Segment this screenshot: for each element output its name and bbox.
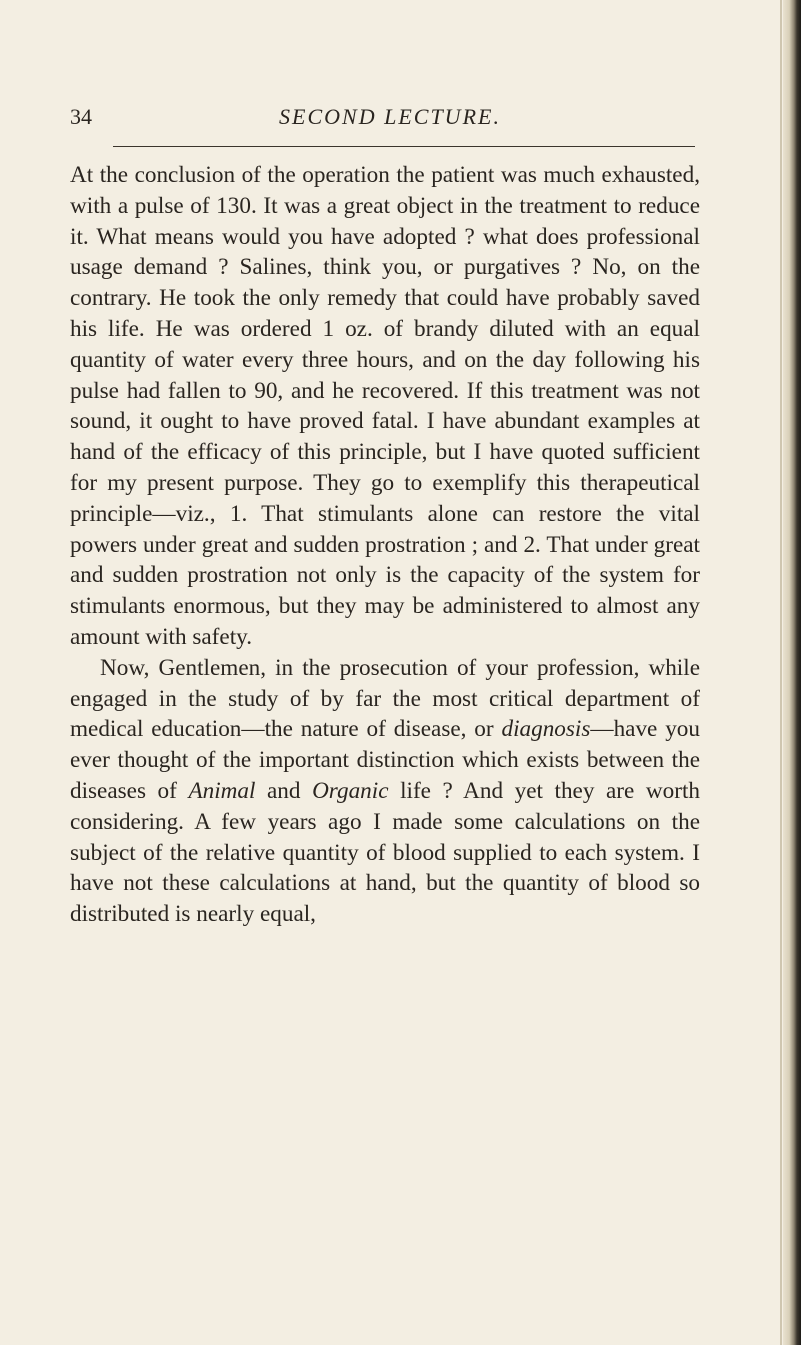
page-header xyxy=(70,100,710,136)
page-number: 34 xyxy=(70,104,92,129)
header-rule xyxy=(113,146,695,147)
body-text xyxy=(70,160,700,930)
book-spine-shadow xyxy=(783,0,801,1345)
term-organic: Organic xyxy=(312,777,389,804)
term-animal: Animal xyxy=(188,777,256,804)
paragraph-1-text: At the conclusion of the operation the patient was much exhausted, with a pulse of 130. It was a great object in the treatment to reduce it. What means would you have adopted ? what does professional usage demand ? Salines, think you, or purgatives ? No, on the contrary. He took the only remedy that could have probably saved his life. He was ordered 1 oz. of brandy diluted with an equal quantity of water every three hours, and on the day following his pulse had fallen to 90, and he recovered. If this treatment was not sound, it ought to have proved fatal. I have abundant examples at hand of the efficacy of this principle, but I have quoted sufficient for my present purpose. They go to exemplify this therapeutical principle—viz., 1. That stimulants alone can restore the vital powers under great and sudden prostration ; and 2. That under great and sudden prostration not only is the capacity of the system for stimulants enormous, but they may be administered to almost any amount with safety. xyxy=(70,162,700,650)
paragraph-2-text-b: —have you ever thought of the important distinction which exists between the diseases of xyxy=(70,716,700,804)
paragraph-2 xyxy=(70,653,700,930)
running-head: SECOND LECTURE. xyxy=(279,104,501,129)
paragraph-2-text-d: life ? And yet they are worth considering. A few years ago I made some calculations on the subject of the relative quantity of blood supplied to each system. I have not these calculations at hand, but the quantity of blood so distributed is nearly equal, xyxy=(70,777,700,928)
page-edge-line xyxy=(780,0,782,1345)
paragraph-1 xyxy=(70,160,700,653)
term-diagnosis: diagnosis xyxy=(501,716,591,743)
paragraph-2-text-c: and xyxy=(255,777,313,804)
paragraph-2-text-a: Now, Gentlemen, in the prosecution of your profession, while engaged in the study of by far the most critical department of medical education—the nature of disease, or xyxy=(70,654,700,743)
